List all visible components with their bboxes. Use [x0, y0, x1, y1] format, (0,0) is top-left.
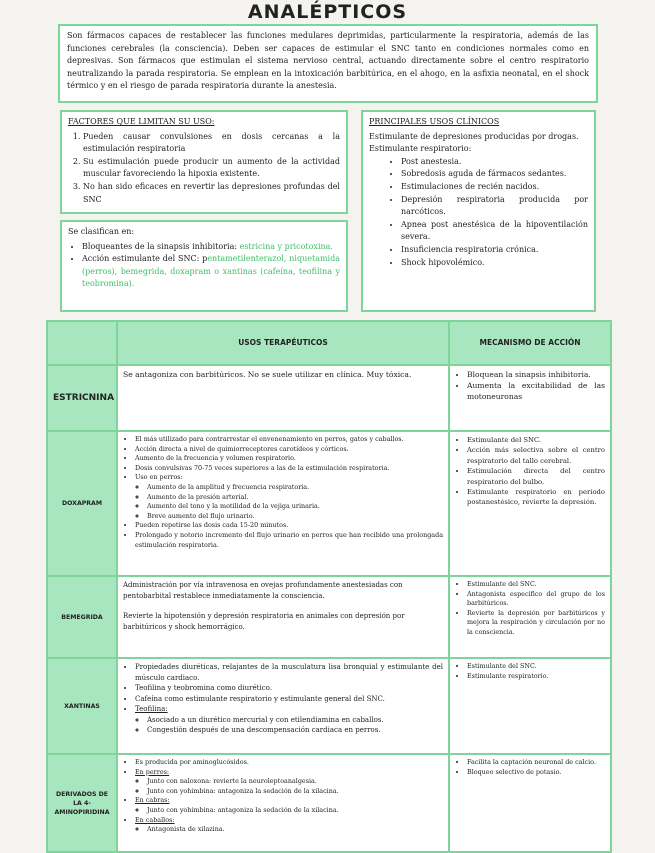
clinic-heading: PRINCIPALES USOS CLÍNICOS [369, 117, 500, 126]
list-item: • Estimulante del SNC. [467, 662, 605, 672]
classify-heading: Se clasifican en: [68, 227, 135, 236]
drug-uses [117, 754, 449, 852]
classify-text: Bloqueantes de la sinapsis inhibitoria: [82, 241, 240, 251]
list-item: • Estimulante respiratorio en periodo postanestésico, revierte la depresión. [467, 487, 605, 508]
list-item: • Cafeína como estimulante respiratorio y estimulante general del SNC. [135, 694, 443, 705]
intro-box [58, 24, 598, 103]
list-item: • Sobredosis aguda de fármacos sedantes. [401, 168, 588, 181]
drug-uses [117, 576, 449, 658]
classify-green-text: estricina y pricotoxina. [239, 241, 333, 251]
list-item: • Aumento de la frecuencia y volumen respiratorio. [135, 454, 443, 464]
drug-mechanism [449, 576, 611, 658]
list-item: • Bloqueo selectivo de potasio. [467, 768, 605, 778]
list-item: • Antagonista específico del grupo de los barbitúricos. [467, 590, 605, 609]
drugs-table [46, 320, 612, 853]
sub-heading: Uso en perros: [135, 473, 183, 482]
drug-name: ESTRICNINA [47, 365, 117, 431]
list-item: ◦ Junto con naloxona: revierte la neuroleptoanalgesia. [147, 777, 443, 787]
list-item: ◦ Junto con yohimbina: antagoniza la sedación de la xilacina. [147, 787, 443, 797]
table-row [47, 576, 611, 658]
list-item: • Pueden repetirse las dosis cada 15-20 minutos. [135, 521, 443, 531]
table-header-row [47, 321, 611, 365]
list-item: • Aumenta la excitabilidad de las motoneuronas [467, 380, 605, 402]
drug-mechanism [449, 431, 611, 576]
list-item [135, 816, 443, 835]
classify-list [68, 241, 340, 291]
list-item [135, 704, 443, 736]
list-item: • Es producida por aminoglucósidos. [135, 758, 443, 768]
list-item [135, 768, 443, 797]
sub-heading: En perros: [135, 767, 170, 776]
table-header-empty [47, 321, 117, 365]
list-item: • Depresión respiratoria producida por narcóticos. [401, 194, 588, 219]
list-item: • Post anestesia. [401, 156, 588, 169]
list-item: • Revierte la depresión por barbitúricos y mejora la respiración y circulación por no la consciencia. [467, 609, 605, 638]
intro-text: Son fármacos capaces de restablecer las funciones medulares deprimidas, particularmente la respiratoria, además de las funciones cerebrales (la consciencia). Deben ser capaces de estimular el SNC tanto en condiciones normales como en depresivas. Son fármacos que estimulan el sistema nervioso central, actuando directamente sobre el centro respiratorio neutralizando la parada respiratoria. Se emplean en la intoxicación barbitúrica, en el ahogo, en la asfixia neonatal, en el shock térmico y en el riesgo de parada respiratoria durante la anestesia. [67, 31, 589, 91]
table-row [47, 431, 611, 576]
list-item: • Dosis convulsivas 70-75 veces superiores a las de la estimulación respiratoria. [135, 464, 443, 474]
list-item: • Facilita la captación neuronal de calcio. [467, 758, 605, 768]
list-item [82, 241, 340, 254]
clinic-box [361, 110, 596, 312]
list-item: 3. No han sido eficaces en revertir las depresiones profundas del SNC [83, 181, 340, 206]
sub-heading: Teofilina: [135, 705, 168, 713]
drug-name: DOXAPRAM [47, 431, 117, 576]
list-item: • Apnea post anestésica de la hipoventilación severa. [401, 219, 588, 244]
list-item: • Bloquean la sinapsis inhibitoria. [467, 369, 605, 380]
drug-uses [117, 658, 449, 754]
drug-name: DERIVADOS DE LA 4-AMINOPIRIDINA [47, 754, 117, 852]
list-item: ◦ Congestión después de una descompensación cardiaca en perros. [147, 725, 443, 736]
sub-heading: En caballos: [135, 815, 175, 824]
drug-uses [117, 365, 449, 431]
list-item: 2. Su estimulación puede producir un aumento de la actividad muscular favoreciendo la hipoxia existente. [83, 156, 340, 181]
drug-name: BEMEGRIDA [47, 576, 117, 658]
list-item: • Estimulaciones de recién nacidos. [401, 181, 588, 194]
list-item: ◦ Breve aumento del flujo urinario. [147, 512, 443, 522]
factors-box [60, 110, 348, 214]
list-item [135, 473, 443, 521]
list-item: ◦ Asociado a un diurético mercurial y con etilendiamina en caballos. [147, 715, 443, 726]
classify-green-text: entametilenterazol, niquetamida (perros), bemegrida, doxapram o xantinas (cafeína, teofilina y teobromina). [82, 254, 340, 289]
list-item: • Estimulante respiratorio. [467, 672, 605, 682]
list-item: ◦ Aumento del tono y la motilidad de la vejiga urinaria. [147, 502, 443, 512]
table-row [47, 365, 611, 431]
list-item: • Acción más selectiva sobre el centro respiratorio del tallo cerebral. [467, 445, 605, 466]
sub-heading: En cabras: [135, 796, 170, 805]
drug-mechanism [449, 365, 611, 431]
list-item: • Insuficiencia respiratoria crónica. [401, 244, 588, 257]
clinic-list [369, 156, 588, 269]
list-item: • Estimulante del SNC. [467, 580, 605, 590]
list-item: 1. Pueden causar convulsiones en dosis cercanas a la estimulación respiratoria [83, 131, 340, 156]
list-item: • Estimulante del SNC. [467, 435, 605, 445]
list-item: ◦ Junto con yohimbina: antagoniza la sedación de la xilacina. [147, 806, 443, 816]
clinic-line: Estimulante respiratorio: [369, 144, 472, 154]
list-item: • Estimulación directa del centro respiratorio del bulbo. [467, 466, 605, 487]
list-item [82, 253, 340, 291]
list-item [135, 796, 443, 815]
list-item: ◦ Antagonista de xilazina. [147, 825, 443, 835]
list-item: • Prolongado y notorio incremento del flujo urinario en perros que han recibido una prolongada estimulación respiratoria. [135, 531, 443, 550]
table-row [47, 658, 611, 754]
factors-list [68, 131, 340, 207]
drug-uses [117, 431, 449, 576]
drug-mechanism [449, 658, 611, 754]
uses-text: Revierte la hipotensión y depresión respiratoria en animales con depresión por barbitúricos y shock hemorrágico. [123, 612, 405, 631]
list-item: • El más utilizado para contrarrestar el envenenamiento en perros, gatos y caballos. [135, 435, 443, 445]
list-item: ◦ Aumento de la amplitud y frecuencia respiratoria. [147, 483, 443, 493]
list-item: • Teofilina y teobromina como diurético. [135, 683, 443, 694]
page-title: ANALÉPTICOS [247, 1, 408, 23]
classify-text: Acción estimulante del SNC: p [82, 254, 208, 264]
list-item: • Acción directa a nivel de quimiorreceptores carotídeos y córticos. [135, 445, 443, 455]
drug-mechanism [449, 754, 611, 852]
classify-box [60, 220, 348, 312]
list-item: • Propiedades diuréticas, relajantes de la musculatura lisa bronquial y estimulante del músculo cardiaco. [135, 662, 443, 683]
list-item: ◦ Aumento de la presión arterial. [147, 493, 443, 503]
drug-name: XANTINAS [47, 658, 117, 754]
uses-text: Administración por vía intravenosa en ovejas profundamente anestesiadas con pentobarbital restablece inmediatamente la consciencia. [123, 581, 403, 600]
table-row [47, 754, 611, 852]
table-header-uses: USOS TERAPÉUTICOS [117, 321, 449, 365]
factors-heading: FACTORES QUE LIMITAN SU USO: [68, 117, 215, 126]
uses-text: Se antagoniza con barbitúricos. No se suele utilizar en clínica. Muy tóxica. [123, 370, 412, 379]
list-item: • Shock hipovolémico. [401, 257, 588, 270]
clinic-line: Estimulante de depresiones producidas por drogas. [369, 131, 579, 141]
table-header-mechanism: MECANISMO DE ACCIÓN [449, 321, 611, 365]
